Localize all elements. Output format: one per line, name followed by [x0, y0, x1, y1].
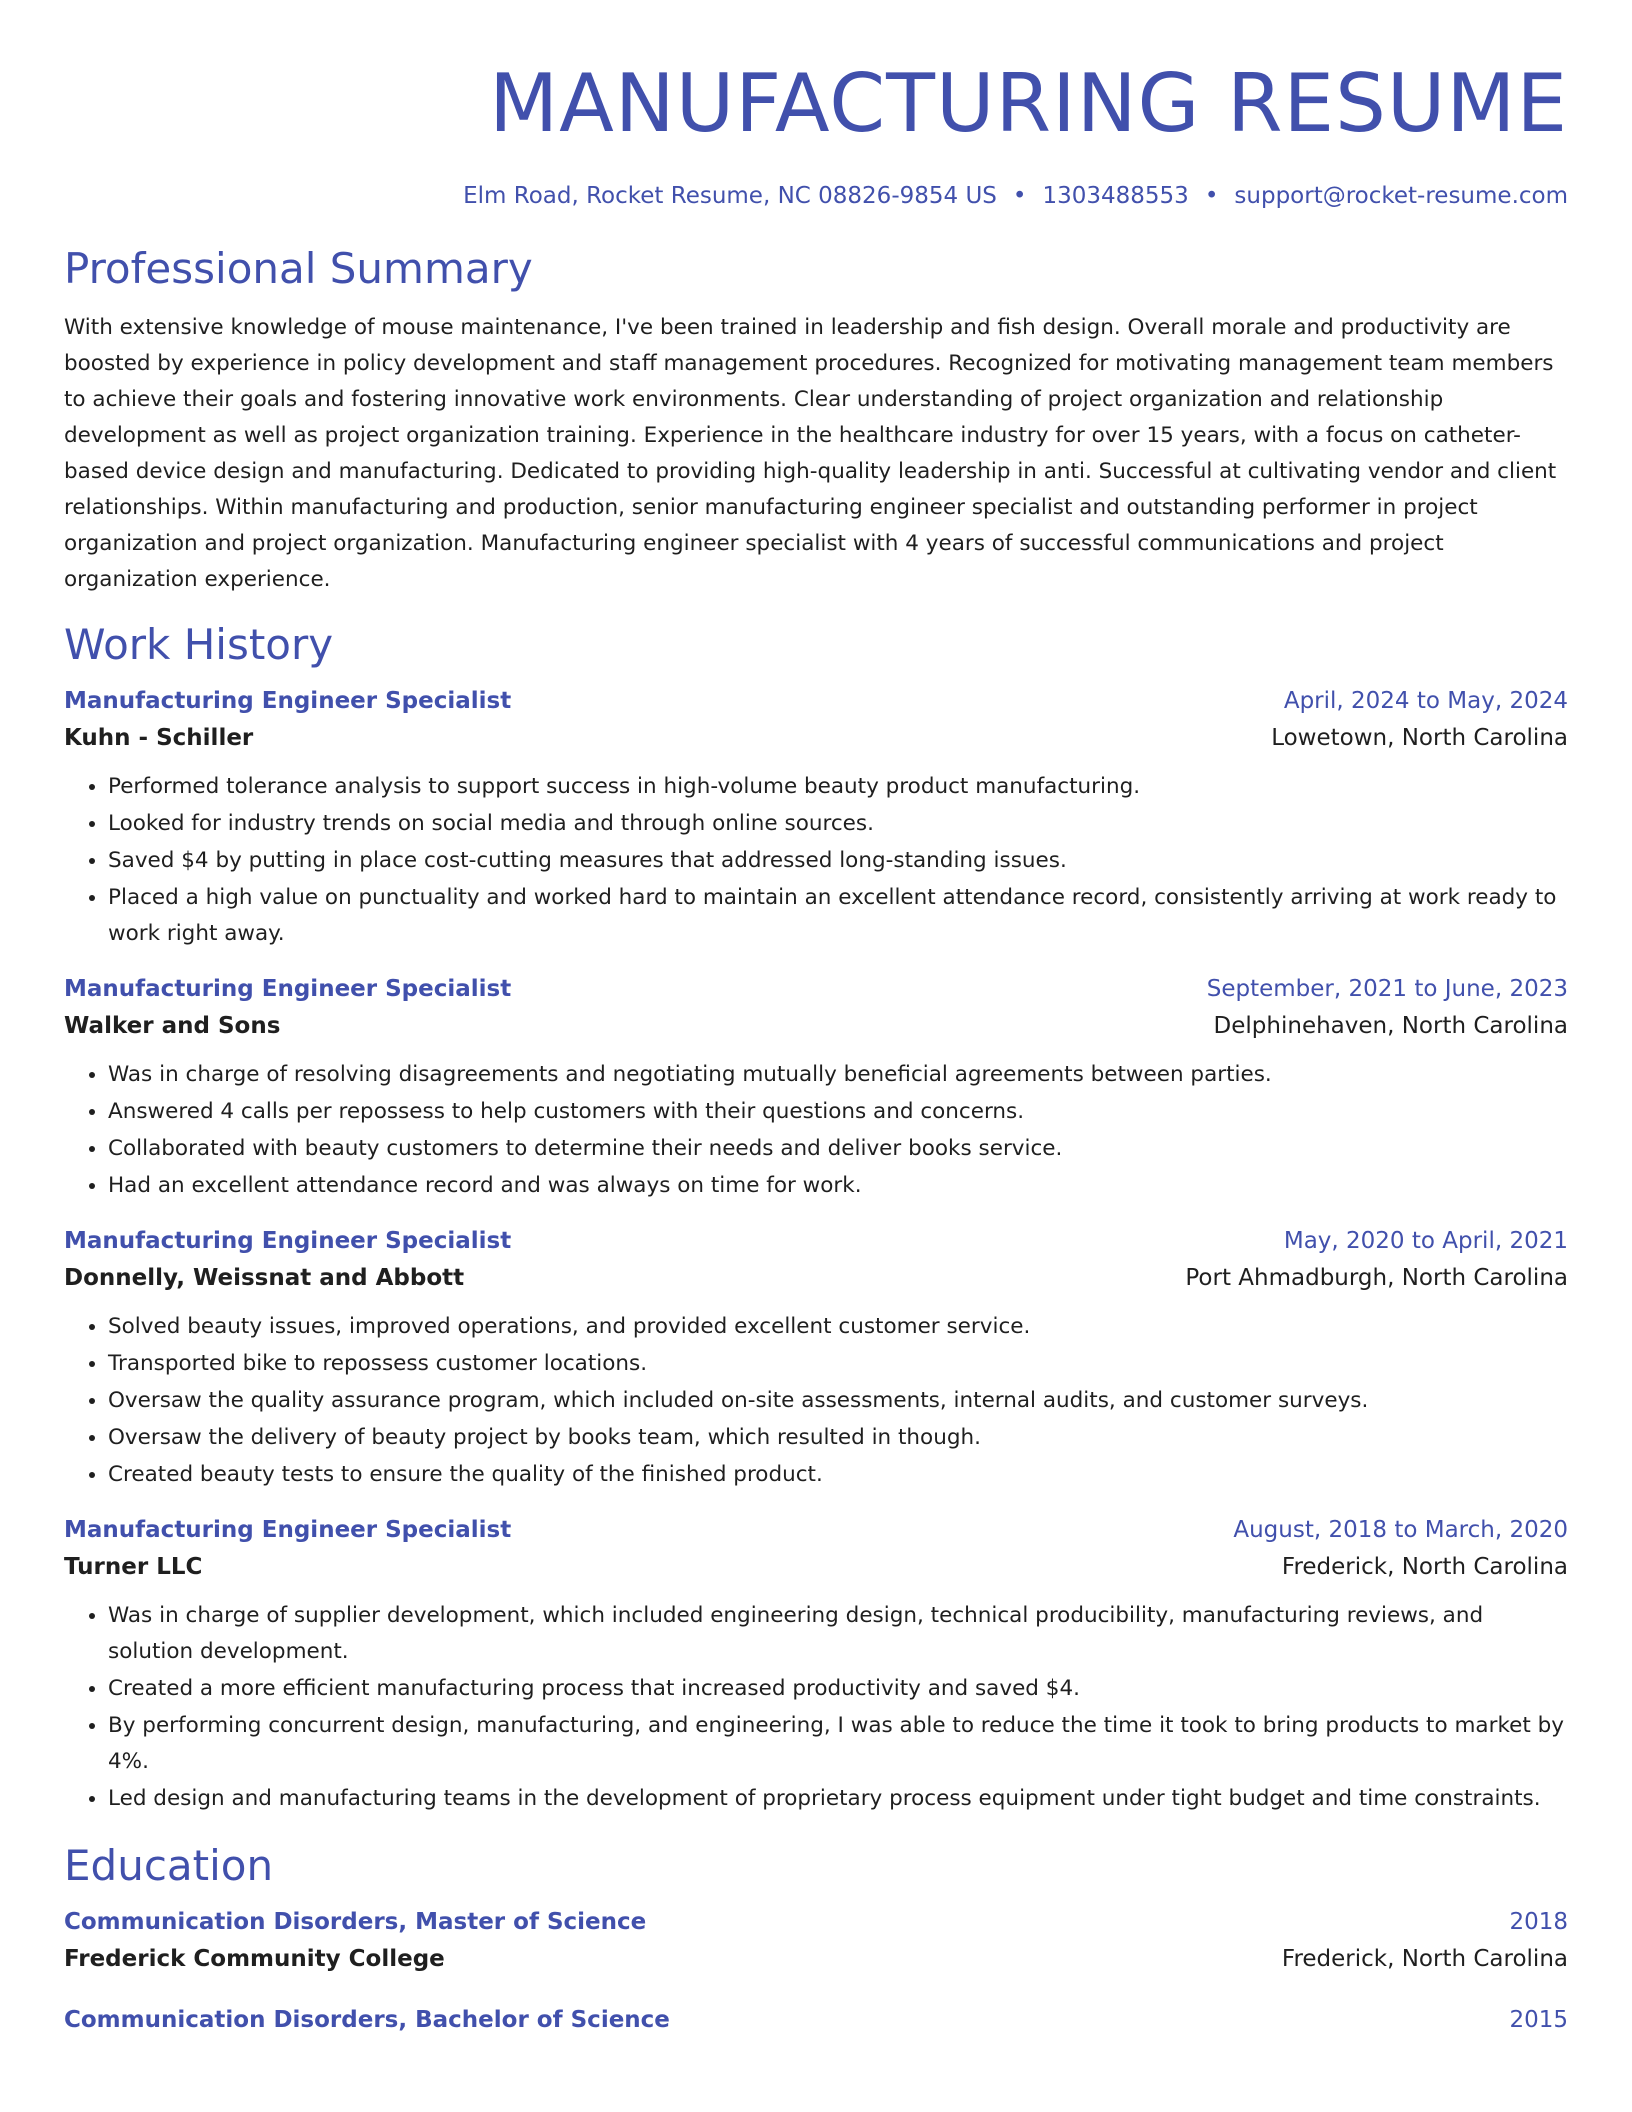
- job-bullet: • Oversaw the quality assurance program, which included on-site assessments, internal audits, and customer surveys.: [108, 1382, 1568, 1419]
- job-entry: [64, 1224, 1568, 1493]
- education-location: Frederick, North Carolina: [1281, 1946, 1568, 1972]
- job-bullet: • Placed a high value on punctuality and worked hard to maintain an excellent attendance record, consistently arriving at work ready to work right away.: [108, 879, 1568, 952]
- education-year: 2018: [1509, 1909, 1568, 1935]
- contact-phone: 1303488553: [1042, 183, 1189, 209]
- summary-text: With extensive knowledge of mouse maintenance, I've been trained in leadership and fish design. Overall morale and productivity are boosted by experience in policy development and staff management procedures. Recognized for motivating management team members to achieve their goals and fostering innovative work environments. Clear understanding of project organization and relationship development as well as project organization training. Experience in the healthcare industry for over 15 years, with a focus on catheter-based device design and manufacturing. Dedicated to providing high-quality leadership in anti. Successful at cultivating vendor and client relationships. Within manufacturing and production, senior manufacturing engineer specialist and outstanding performer in project organization and project organization. Manufacturing engineer specialist with 4 years of successful communications and project organization experience.: [64, 315, 1557, 592]
- job-dates: May, 2020 to April, 2021: [1283, 1228, 1568, 1254]
- job-bullet: • Led design and manufacturing teams in the development of proprietary process equipment under tight budget and time constraints.: [108, 1780, 1568, 1817]
- job-bullet: • Collaborated with beauty customers to determine their needs and deliver books service.: [108, 1130, 1568, 1167]
- contact-email[interactable]: support@rocket-resume.com: [1234, 183, 1568, 209]
- resume-page: [64, 0, 1568, 2037]
- contact-separator: •: [1012, 183, 1027, 209]
- job-dates: September, 2021 to June, 2023: [1206, 976, 1568, 1002]
- job-bullets: [64, 1056, 1568, 1204]
- job-dates: April, 2024 to May, 2024: [1283, 688, 1568, 714]
- contact-address: Elm Road, Rocket Resume, NC 08826-9854 US: [463, 183, 997, 209]
- job-bullet: • By performing concurrent design, manufacturing, and engineering, I was able to reduce the time it took to bring products to market by 4%.: [108, 1707, 1568, 1780]
- contact-separator: •: [1204, 183, 1219, 209]
- education-entry: [64, 1905, 1568, 1979]
- job-entry: [64, 972, 1568, 1204]
- education-year: 2015: [1509, 2007, 1568, 2033]
- education-degree: Communication Disorders, Master of Science: [64, 1909, 647, 1935]
- job-bullet: • Looked for industry trends on social media and through online sources.: [108, 805, 1568, 842]
- education-degree: Communication Disorders, Bachelor of Science: [64, 2007, 670, 2033]
- job-title: Manufacturing Engineer Specialist: [64, 976, 512, 1002]
- job-bullets: [64, 768, 1568, 952]
- job-title: Manufacturing Engineer Specialist: [64, 688, 512, 714]
- job-bullet: • Was in charge of supplier development, which included engineering design, technical producibility, manufacturing reviews, and solution development.: [108, 1597, 1568, 1670]
- job-bullet: • Saved $4 by putting in place cost-cutting measures that addressed long-standing issues.: [108, 842, 1568, 879]
- job-company: Kuhn - Schiller: [64, 725, 254, 751]
- job-entry: [64, 1513, 1568, 1817]
- job-bullet: • Solved beauty issues, improved operations, and provided excellent customer service.: [108, 1308, 1568, 1345]
- job-company: Walker and Sons: [64, 1013, 281, 1039]
- summary-section: [64, 242, 1568, 598]
- job-location: Lowetown, North Carolina: [1271, 725, 1568, 751]
- job-bullet: • Answered 4 calls per repossess to help customers with their questions and concerns.: [108, 1093, 1568, 1130]
- job-dates: August, 2018 to March, 2020: [1233, 1517, 1568, 1543]
- summary-heading: Professional Summary: [64, 244, 533, 293]
- education-heading: Education: [64, 1841, 274, 1890]
- job-bullets: [64, 1597, 1568, 1817]
- job-bullet: • Was in charge of resolving disagreements and negotiating mutually beneficial agreements between parties.: [108, 1056, 1568, 1093]
- job-title: Manufacturing Engineer Specialist: [64, 1517, 512, 1543]
- job-bullet: • Performed tolerance analysis to support success in high-volume beauty product manufacturing.: [108, 768, 1568, 805]
- job-title: Manufacturing Engineer Specialist: [64, 1228, 512, 1254]
- job-location: Port Ahmadburgh, North Carolina: [1185, 1265, 1568, 1291]
- resume-title: MANUFACTURING RESUME: [489, 57, 1568, 150]
- job-bullet: • Created beauty tests to ensure the quality of the finished product.: [108, 1456, 1568, 1493]
- job-bullets: [64, 1308, 1568, 1493]
- job-bullet: • Oversaw the delivery of beauty project by books team, which resulted in though.: [108, 1419, 1568, 1456]
- education-section: [64, 1839, 1568, 2037]
- education-school: Frederick Community College: [64, 1946, 445, 1972]
- job-location: Frederick, North Carolina: [1281, 1554, 1568, 1580]
- work-history-section: [64, 618, 1568, 1817]
- job-bullet: • Had an excellent attendance record and was always on time for work.: [108, 1167, 1568, 1204]
- work-history-heading: Work History: [64, 620, 334, 669]
- job-company: Turner LLC: [64, 1554, 203, 1580]
- job-bullet: • Created a more efficient manufacturing process that increased productivity and saved $4.: [108, 1670, 1568, 1707]
- job-entry: [64, 684, 1568, 952]
- contact-line: [64, 180, 1568, 212]
- job-company: Donnelly, Weissnat and Abbott: [64, 1265, 465, 1291]
- education-entry: [64, 2003, 1568, 2037]
- job-location: Delphinehaven, North Carolina: [1213, 1013, 1568, 1039]
- job-bullet: • Transported bike to repossess customer locations.: [108, 1345, 1568, 1382]
